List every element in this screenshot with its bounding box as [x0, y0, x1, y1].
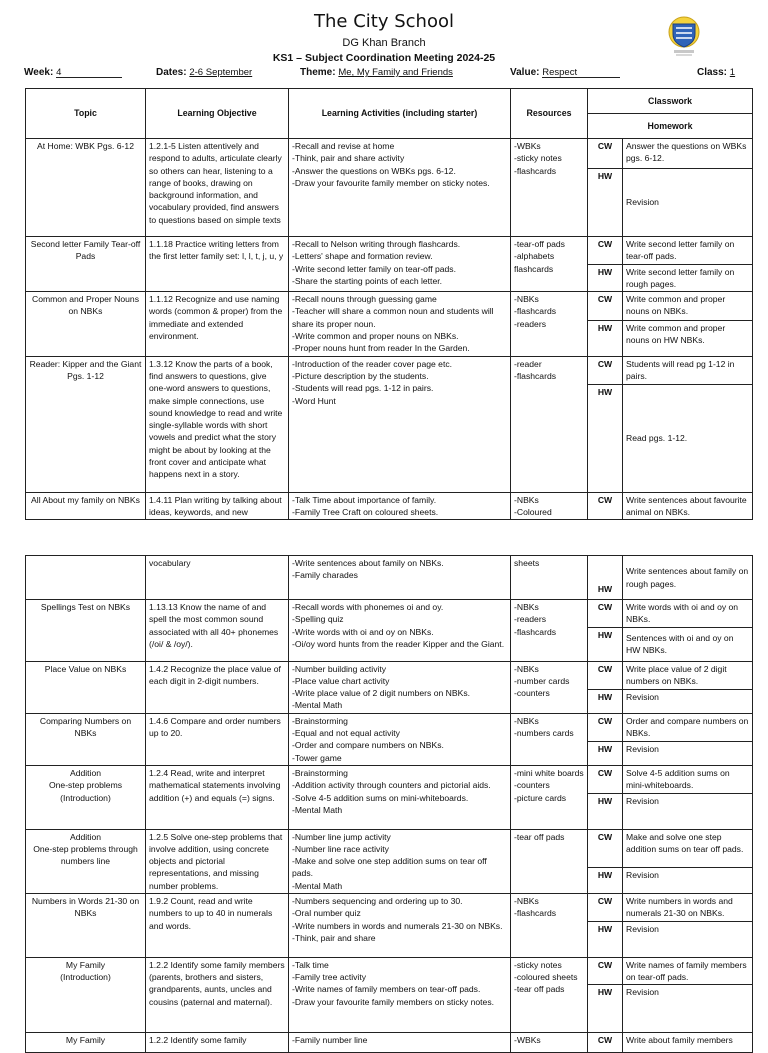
branch-name: DG Khan Branch	[342, 37, 426, 49]
objective-cell: 1.13.13 Know the name of and spell the most common sound associated with all 40+ phonemes (/oi/ & /oy/).	[146, 600, 289, 662]
table-row	[26, 556, 753, 600]
table-row	[26, 894, 753, 922]
resources-cell: -tear-off pads -alphabets flashcards	[511, 237, 588, 292]
topic-cell: Comparing Numbers on NBKs	[26, 713, 146, 765]
objective-cell: 1.2.2 Identify some family members (parents, brothers and sisters, grandparents, aunts, uncles and cousins (paternal and maternal).	[146, 957, 289, 1033]
activities-cell: -Number line jump activity -Number line race activity -Make and solve one step addition sums on tear off pads. -Mental Math	[289, 829, 511, 893]
activities-cell: -Talk time -Family tree activity -Write names of family members on tear-off pads. -Draw your favourite family members on sticky notes.	[289, 957, 511, 1033]
classwork-cell: Write numbers in words and numerals 21-30 on NBKs.	[623, 894, 753, 922]
classwork-cell: Make and solve one step addition sums on tear off pads.	[623, 829, 753, 867]
table-row	[26, 829, 753, 867]
table-row	[26, 492, 753, 520]
homework-cell: Revision	[623, 741, 753, 765]
objective-cell: 1.2.4 Read, write and interpret mathematical statements involving addition (+) and equals (=) signs.	[146, 765, 289, 829]
homework-cell: Revision	[623, 921, 753, 957]
table-row	[26, 292, 753, 321]
cw-label: CW	[588, 292, 623, 321]
column-header-activities: Learning Activities (including starter)	[289, 89, 511, 139]
activities-cell: -Recall and revise at home -Think, pair and share activity -Answer the questions on WBKs pgs. 6-12. -Draw your favourite family member on sticky notes.	[289, 139, 511, 237]
column-header-homework: Homework	[588, 114, 753, 139]
table-row	[26, 661, 753, 689]
hw-label: HW	[588, 264, 623, 292]
table-row	[26, 600, 753, 628]
topic-cell: Place Value on NBKs	[26, 661, 146, 713]
resources-cell: -NBKs -number cards -counters	[511, 661, 588, 713]
resources-cell: -WBKs	[511, 1033, 588, 1053]
hw-label: HW	[588, 556, 623, 600]
hw-label: HW	[588, 867, 623, 893]
homework-cell: Revision	[623, 793, 753, 829]
hw-label: HW	[588, 985, 623, 1033]
activities-cell: -Brainstorming -Equal and not equal activity -Order and compare numbers on NBKs. -Tower game	[289, 713, 511, 765]
classwork-cell: Solve 4-5 addition sums on mini-whiteboards.	[623, 765, 753, 793]
resources-cell: -WBKs -sticky notes -flashcards	[511, 139, 588, 237]
topic-cell: Numbers in Words 21-30 on NBKs	[26, 894, 146, 958]
resources-cell: sheets	[511, 556, 588, 600]
column-header-objective: Learning Objective	[146, 89, 289, 139]
cw-label: CW	[588, 829, 623, 867]
table-row	[26, 713, 753, 741]
activities-cell: -Introduction of the reader cover page etc. -Picture description by the students. -Students will read pgs. 1-12 in pairs. -Word Hunt	[289, 356, 511, 492]
homework-cell: Revision	[623, 689, 753, 713]
table-row	[26, 139, 753, 169]
topic-cell	[26, 556, 146, 600]
cw-label: CW	[588, 356, 623, 384]
activities-cell: -Recall words with phonemes oi and oy. -Spelling quiz -Write words with oi and oy on NBKs. -Oi/oy word hunts from the reader Kipper and the Giant.	[289, 600, 511, 662]
classwork-cell: Write names of family members on tear-off pads.	[623, 957, 753, 985]
table-row	[26, 957, 753, 985]
topic-cell: Addition One-step problems through numbers line	[26, 829, 146, 893]
activities-cell: -Recall nouns through guessing game -Teacher will share a common noun and students will share its proper noun. -Write common and proper nouns on NBKs. -Proper nouns hunt from reader In the Garden.	[289, 292, 511, 356]
homework-cell: Sentences with oi and oy on HW NBKs.	[623, 627, 753, 661]
resources-cell: -sticky notes -coloured sheets -tear off pads	[511, 957, 588, 1033]
lesson-plan-table-2	[25, 555, 753, 1053]
topic-cell: My Family (Introduction)	[26, 957, 146, 1033]
hw-label: HW	[588, 169, 623, 237]
homework-cell: Revision	[623, 169, 753, 237]
column-header-resources: Resources	[511, 89, 588, 139]
objective-cell: 1.4.11 Plan writing by talking about ideas, keywords, and new	[146, 492, 289, 520]
resources-cell: -mini white boards -counters -picture cards	[511, 765, 588, 829]
homework-cell: Revision	[623, 867, 753, 893]
hw-label: HW	[588, 741, 623, 765]
classwork-cell: Write sentences about favourite animal on NBKs.	[623, 492, 753, 520]
topic-cell: Second letter Family Tear-off Pads	[26, 237, 146, 292]
dates-field: Dates: 2-6 September	[156, 67, 253, 78]
activities-cell: -Number building activity -Place value chart activity -Write place value of 2 digit numbers on NBKs. -Mental Math	[289, 661, 511, 713]
cw-label: CW	[588, 661, 623, 689]
value-field: Value: Respect	[510, 67, 620, 78]
objective-cell: 1.3.12 Know the parts of a book, find answers to questions, give one-word answers to questions, make simple connections, use sound knowledge to read and write single-syllable words with short vowels and predict what the story might be about by looking at the front cover and anticipate what happens next in a story.	[146, 356, 289, 492]
cw-label: CW	[588, 1033, 623, 1053]
topic-cell: Reader: Kipper and the Giant Pgs. 1-12	[26, 356, 146, 492]
homework-cell: Write sentences about family on rough pages.	[623, 556, 753, 600]
activities-cell: -Family number line	[289, 1033, 511, 1053]
homework-cell: Read pgs. 1-12.	[623, 384, 753, 492]
resources-cell: -NBKs -readers -flashcards	[511, 600, 588, 662]
classwork-cell: Write words with oi and oy on NBKs.	[623, 600, 753, 628]
table-row	[26, 1033, 753, 1053]
activities-cell: -Numbers sequencing and ordering up to 30. -Oral number quiz -Write numbers in words and numerals 21-30 on NBKs. -Think, pair and share	[289, 894, 511, 958]
objective-cell: 1.2.1-5 Listen attentively and respond to adults, articulate clearly so others can hear, listening to a range of books, drawing on background information, and vocabulary provided, find answers to questions based on simple texts	[146, 139, 289, 237]
objective-cell: 1.9.2 Count, read and write numbers to up to 40 in numerals and words.	[146, 894, 289, 958]
cw-label: CW	[588, 765, 623, 793]
classwork-cell: Write second letter family on tear-off pads.	[623, 237, 753, 265]
topic-cell: At Home: WBK Pgs. 6-12	[26, 139, 146, 237]
topic-cell: Common and Proper Nouns on NBKs	[26, 292, 146, 356]
classwork-cell: Order and compare numbers on NBKs.	[623, 713, 753, 741]
objective-cell: vocabulary	[146, 556, 289, 600]
homework-cell: Write second letter family on rough pages.	[623, 264, 753, 292]
classwork-cell: Students will read pg 1-12 in pairs.	[623, 356, 753, 384]
resources-cell: -NBKs -numbers cards	[511, 713, 588, 765]
column-header-classwork: Classwork	[588, 89, 753, 114]
activities-cell: -Write sentences about family on NBKs. -Family charades	[289, 556, 511, 600]
activities-cell: -Recall to Nelson writing through flashcards. -Letters' shape and formation review. -Write second letter family on tear-off pads. -Share the starting points of each letter.	[289, 237, 511, 292]
cw-label: CW	[588, 894, 623, 922]
topic-cell: All About my family on NBKs	[26, 492, 146, 520]
cw-label: CW	[588, 957, 623, 985]
lesson-plan-table-1	[25, 88, 753, 520]
school-name: The City School	[314, 11, 454, 32]
objective-cell: 1.2.2 Identify some family	[146, 1033, 289, 1053]
column-header-topic: Topic	[26, 89, 146, 139]
week-field: Week: 4	[24, 67, 122, 78]
objective-cell: 1.4.6 Compare and order numbers up to 20.	[146, 713, 289, 765]
table-row	[26, 765, 753, 793]
homework-cell: Write common and proper nouns on HW NBKs.	[623, 321, 753, 357]
topic-cell: Spellings Test on NBKs	[26, 600, 146, 662]
classwork-cell: Write about family members	[623, 1033, 753, 1053]
hw-label: HW	[588, 921, 623, 957]
objective-cell: 1.1.12 Recognize and use naming words (common & proper) from the immediate and extended environment.	[146, 292, 289, 356]
meeting-title: KS1 – Subject Coordination Meeting 2024-25	[272, 52, 496, 64]
hw-label: HW	[588, 627, 623, 661]
hw-label: HW	[588, 689, 623, 713]
resources-cell: -NBKs -flashcards	[511, 894, 588, 958]
classwork-cell: Write common and proper nouns on NBKs.	[623, 292, 753, 321]
cw-label: CW	[588, 139, 623, 169]
hw-label: HW	[588, 793, 623, 829]
homework-cell: Revision	[623, 985, 753, 1033]
classwork-cell: Write place value of 2 digit numbers on NBKs.	[623, 661, 753, 689]
objective-cell: 1.4.2 Recognize the place value of each digit in 2-digit numbers.	[146, 661, 289, 713]
objective-cell: 1.2.5 Solve one-step problems that involve addition, using concrete objects and pictorial representations, and missing number problems.	[146, 829, 289, 893]
hw-label: HW	[588, 384, 623, 492]
resources-cell: -NBKs -Coloured	[511, 492, 588, 520]
class-field: Class: 1	[697, 67, 736, 78]
cw-label: CW	[588, 492, 623, 520]
school-crest-logo	[664, 14, 704, 58]
resources-cell: -tear off pads	[511, 829, 588, 893]
table-row	[26, 237, 753, 265]
topic-cell: Addition One-step problems (Introduction)	[26, 765, 146, 829]
cw-label: CW	[588, 600, 623, 628]
resources-cell: -NBKs -flashcards -readers	[511, 292, 588, 356]
document-header	[0, 0, 768, 90]
cw-label: CW	[588, 713, 623, 741]
objective-cell: 1.1.18 Practice writing letters from the first letter family set: l, l, t, j, u, y	[146, 237, 289, 292]
resources-cell: -reader -flashcards	[511, 356, 588, 492]
activities-cell: -Brainstorming -Addition activity through counters and pictorial aids. -Solve 4-5 addition sums on mini-whiteboards. -Mental Math	[289, 765, 511, 829]
cw-label: CW	[588, 237, 623, 265]
topic-cell: My Family	[26, 1033, 146, 1053]
activities-cell: -Talk Time about importance of family. -Family Tree Craft on coloured sheets.	[289, 492, 511, 520]
classwork-cell: Answer the questions on WBKs pgs. 6-12.	[623, 139, 753, 169]
theme-field: Theme: Me, My Family and Friends	[300, 67, 453, 78]
hw-label: HW	[588, 321, 623, 357]
table-row	[26, 356, 753, 384]
